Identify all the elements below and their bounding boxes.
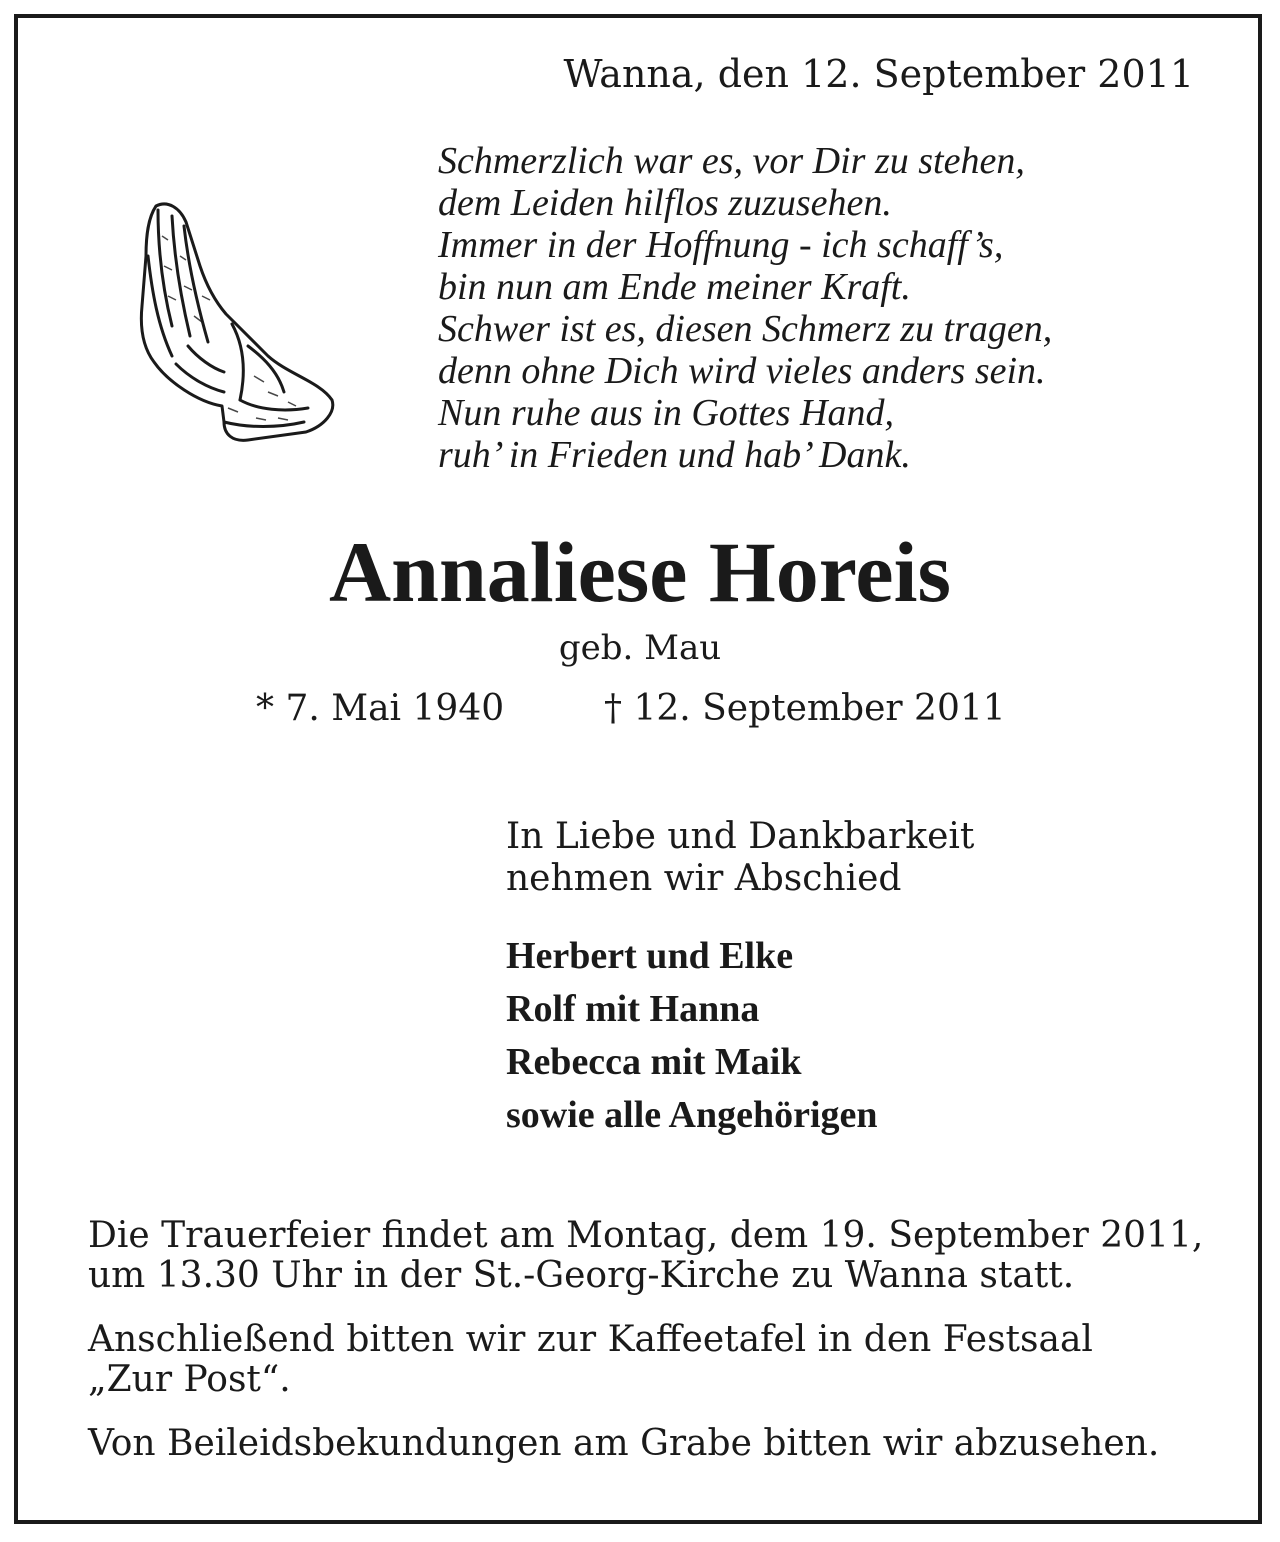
poem bbox=[438, 140, 1206, 476]
coffee-info bbox=[88, 1320, 1198, 1400]
poem-line: denn ohne Dich wird vieles anders sein. bbox=[438, 350, 1046, 392]
deceased-name: Annaliese Horeis bbox=[329, 524, 951, 620]
farewell-text bbox=[506, 816, 974, 900]
poem-line: bin nun am Ende meiner Kraft. bbox=[438, 266, 911, 308]
service-details bbox=[88, 1215, 1204, 1488]
condolence-note bbox=[88, 1424, 1198, 1464]
maiden-name: geb. Mau bbox=[558, 628, 722, 668]
death-date: † 12. September 2011 bbox=[604, 688, 1006, 729]
service-info bbox=[88, 1215, 1204, 1296]
service-line: Die Trauerfeier findet am Montag, dem 19. September 2011, bbox=[88, 1215, 1204, 1256]
poem-line: Schwer ist es, diesen Schmerz zu tragen, bbox=[438, 308, 1053, 350]
poem-line: Nun ruhe aus in Gottes Hand, bbox=[438, 392, 894, 434]
service-line: um 13.30 Uhr in der St.-Georg-Kirche zu Wanna statt. bbox=[88, 1255, 1075, 1296]
birth-date: * 7. Mai 1940 bbox=[256, 688, 505, 729]
coffee-line: Anschließend bitten wir zur Kaffeetafel in den Festsaal bbox=[88, 1319, 1093, 1360]
mourners-list bbox=[506, 930, 878, 1142]
praying-hands-icon bbox=[128, 196, 338, 446]
mourner: Rolf mit Hanna bbox=[506, 988, 760, 1030]
poem-line: dem Leiden hilflos zuzusehen. bbox=[438, 182, 892, 224]
poem-line: Schmerzlich war es, vor Dir zu stehen, bbox=[438, 140, 1025, 182]
mourner: sowie alle Angehörigen bbox=[506, 1094, 878, 1136]
poem-line: Immer in der Hoffnung - ich schaff’s, bbox=[438, 224, 1004, 266]
mourner: Rebecca mit Maik bbox=[506, 1041, 802, 1083]
farewell-line: In Liebe und Dankbarkeit bbox=[506, 816, 975, 857]
poem-line: ruh’ in Frieden und hab’ Dank. bbox=[438, 434, 911, 476]
place-date: Wanna, den 12. September 2011 bbox=[563, 52, 1194, 96]
coffee-line: „Zur Post“. bbox=[88, 1359, 291, 1400]
farewell-line: nehmen wir Abschied bbox=[506, 858, 902, 899]
mourner: Herbert und Elke bbox=[506, 935, 794, 977]
condolence-line: Von Beileidsbekundungen am Grabe bitten wir abzusehen. bbox=[88, 1423, 1160, 1464]
